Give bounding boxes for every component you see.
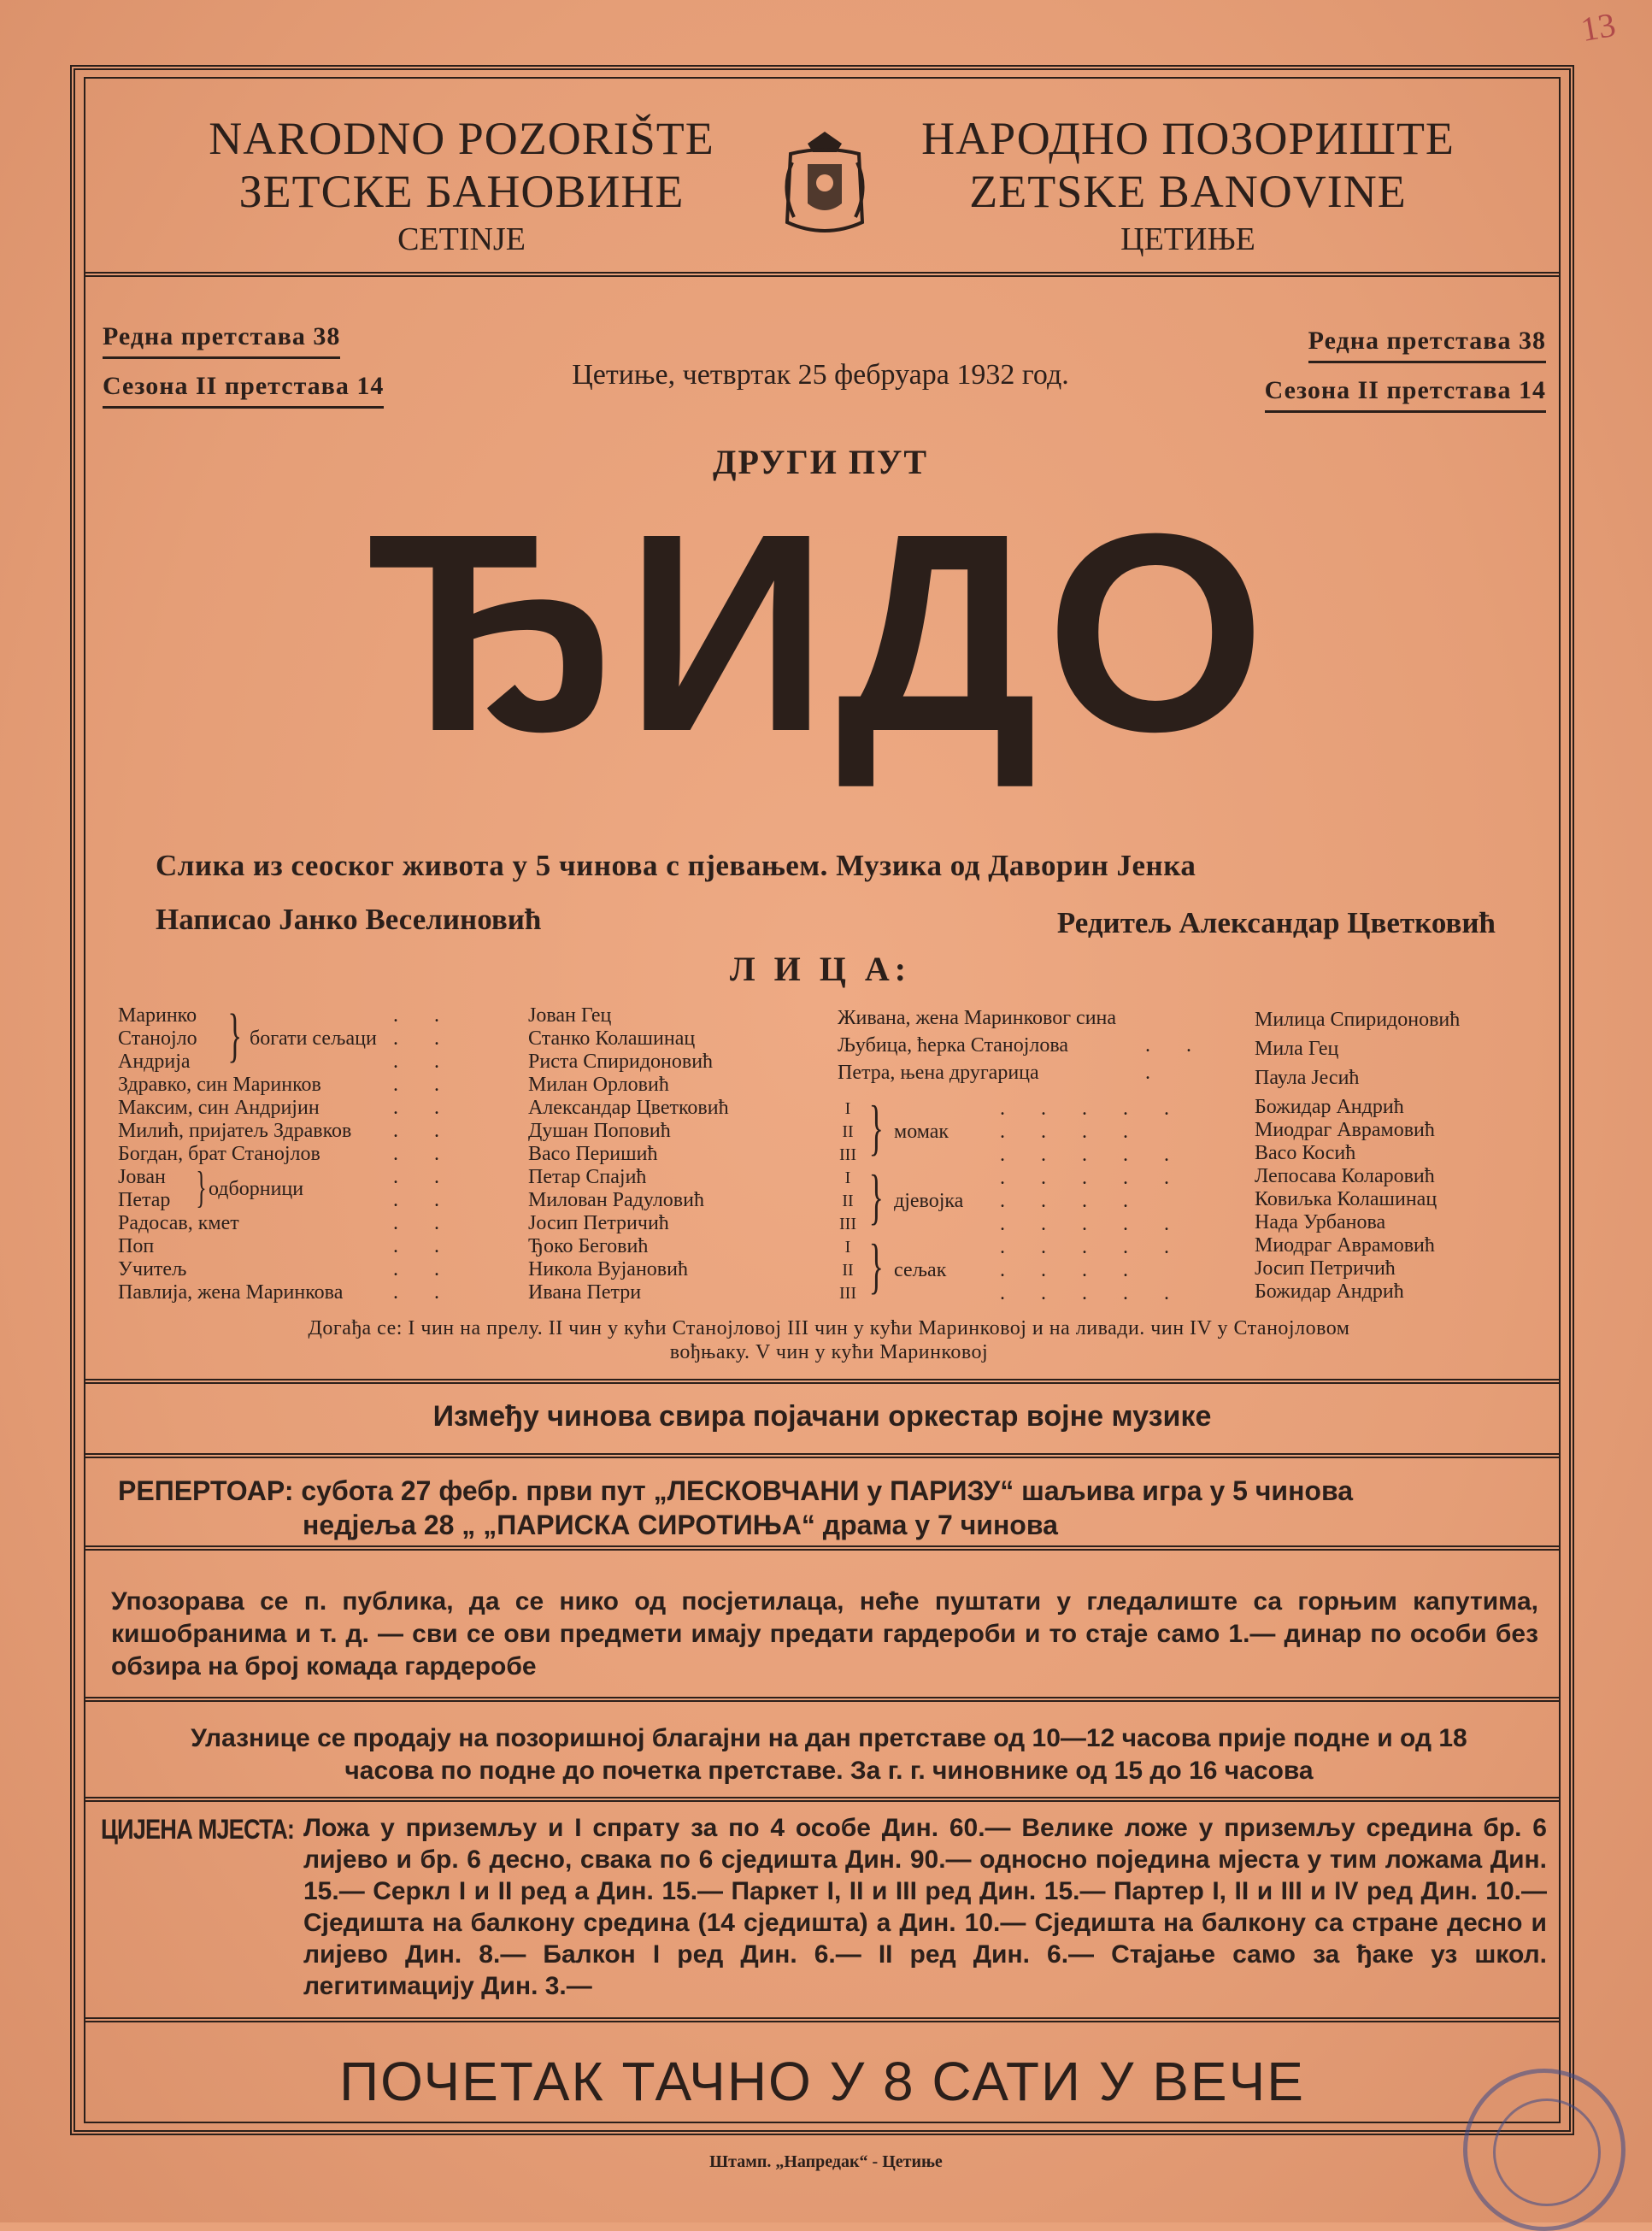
subtitle: Слика из сеоског живота у 5 чинова с пјевањем. Музика од Даворин Јенка xyxy=(156,849,1196,882)
divider-header xyxy=(84,272,1561,277)
cast-actor: Божидар Андрић xyxy=(1255,1096,1404,1118)
repertoire-line1: субота 27 фебр. први пут „ЛЕСКОВЧАНИ у ПАРИЗУ“ шаљива игра у 5 чинова xyxy=(301,1475,1353,1506)
cast-role: Живана, жена Маринковог сина xyxy=(838,1007,1117,1029)
cast-role: Учитељ xyxy=(118,1258,187,1280)
author: Написао Јанко Веселиновић xyxy=(156,903,542,936)
cast-actor: Никола Вујановић xyxy=(528,1258,688,1280)
cast-role: Милић, пријатељ Здравков xyxy=(118,1120,352,1142)
divider-prices xyxy=(84,2017,1561,2022)
cast-role: Јован xyxy=(118,1166,166,1188)
orchestra-note: Између чинова свира појачани оркестар војне музике xyxy=(432,1400,1212,1433)
header-right-line3: ЦЕТИЊЕ xyxy=(1120,221,1255,257)
start-time: ПОЧЕТАК ТАЧНО У 8 САТИ У ВЕЧЕ xyxy=(339,2051,1305,2112)
group-peasant: сељак xyxy=(894,1259,947,1281)
cast-actor: Јосип Петричић xyxy=(528,1212,669,1234)
cast-actor: Милица Спиридоновић xyxy=(1255,1009,1461,1031)
cast-actor: Милан Орловић xyxy=(528,1074,669,1096)
cast-actor: Ковиљка Колашинац xyxy=(1255,1188,1437,1210)
prices-text: Ложа у приземљу и I спрату за по 4 особе Дин. 60.— Велике ложе у приземљу средина бр. 6 лијево и бр. 6 десно, свака по 6 сједишта Дин. 90.— односно поједина мјеста у тим ложама Дин. 15.— Серкл I и II ред а Дин. 15.— Паркет I, II и III ред Дин. 15.— Партер I, II и III и IV ред Дин. 10.— Сједишта на балкону средина (14 сједишта) а Дин. 10.— Сједишта на балкону са стране десно и лијево Дин. 8.— Балкон I ред Дин. 6.— II ред Дин. 6.— Стајање само за ђаке уз школ. легитимацију Дин. 3.— xyxy=(303,1814,1547,2000)
header-left-line2: ЗЕТСКЕ БАНОВИНЕ xyxy=(238,166,685,217)
brace-girl: } xyxy=(868,1163,884,1231)
cast-actor: Ђоко Беговић xyxy=(528,1235,649,1257)
cast-role: Андрија xyxy=(118,1051,191,1073)
repertoire xyxy=(118,1474,1353,1542)
cast-actor: Петар Спајић xyxy=(528,1166,647,1188)
setting-line2: вођњаку. V чин у кући Маринковој xyxy=(669,1341,989,1363)
cast-actor: Нада Урбанова xyxy=(1255,1211,1386,1233)
header-left xyxy=(137,115,786,256)
cast-role: Станојло xyxy=(118,1027,197,1050)
header-right xyxy=(863,115,1513,256)
cast-left-dots: . . . . . . . . . . . . . . . . . . . . . . . . . . xyxy=(393,1004,444,1304)
series-right-1: Редна претстава 38 xyxy=(1308,327,1546,363)
cast-right-dots: . . . . . . . . . . . . . . . . . . . . . . . . . . . . . . . . . . . . . . . . . . xyxy=(1000,1098,1174,1304)
brace-lad: } xyxy=(868,1093,884,1162)
cast-actor: Лепосава Коларовић xyxy=(1255,1165,1435,1187)
cast-numeral: III xyxy=(839,1145,856,1164)
divider-tickets xyxy=(84,1797,1561,1802)
pretitle: ДРУГИ ПУТ xyxy=(712,443,929,481)
cast-actor: Јосип Петричић xyxy=(1255,1257,1396,1280)
cast-actor: Ивана Петри xyxy=(528,1281,642,1304)
prices-label: ЦИЈЕНА МЈЕСТА: xyxy=(101,1814,295,1845)
series-right-2: Сезона II претстава 14 xyxy=(1265,376,1546,413)
group-council: одборници xyxy=(209,1178,304,1200)
divider-repertoire xyxy=(84,1545,1561,1551)
cast-actor: Риста Спиридоновић xyxy=(528,1051,714,1073)
cast-right-top-dots: . . . xyxy=(1145,1034,1196,1084)
cast-role: Радосав, кмет xyxy=(118,1212,239,1234)
cast-role: Павлија, жена Маринкова xyxy=(118,1281,344,1304)
cast-numeral: I xyxy=(844,1168,851,1187)
ticket-info: Улазнице се продају на позоришној благајни на дан претставе од 10—12 часова прије подне и од 18 часова по подне до почетка претставе. За г. г. чиновнике од 15 до 16 часова xyxy=(191,1724,1467,1785)
cast-right-top-roles xyxy=(838,1007,1116,1089)
cast-actor: Душан Поповић xyxy=(528,1120,671,1142)
header-left-line1: NARODNO POZORIŠTE xyxy=(209,113,714,164)
coat-warning: Упозорава се п. публика, да се нико од посјетилаца, неће пуштати у гледалиште са горњим капутима, кишобранима и т. д. — сви се ови предмети имају предати гардероби и то стаје само 1.— динар по особи без обзира на број комада гардеробе xyxy=(111,1587,1538,1681)
director: Редитељ Александар Цветковић xyxy=(1056,906,1496,939)
group-lad: момак xyxy=(894,1121,949,1143)
cast-numeral: III xyxy=(839,1215,856,1233)
play-title: ЂИДО xyxy=(367,474,1274,790)
cast-role: Богдан, брат Станојлов xyxy=(118,1143,320,1165)
cast-actor: Миодраг Аврамовић xyxy=(1255,1234,1435,1257)
corner-mark: 13 xyxy=(1578,4,1619,50)
setting-line1: Догађа се: I чин на прелу. II чин у кући Станојловој III чин у кући Маринковој и на ливади. чин IV у Станојловом xyxy=(308,1317,1350,1339)
header-left-line3: CETINJE xyxy=(397,221,526,257)
cast-numeral: II xyxy=(842,1192,854,1210)
cast-role: Поп xyxy=(118,1235,155,1257)
header-right-line2: ZETSKE BANOVINE xyxy=(969,166,1407,217)
cast-actor: Васо Косић xyxy=(1255,1142,1356,1164)
cast-numeral: II xyxy=(842,1122,854,1141)
cast-role: Љубица, ћерка Станојлова xyxy=(838,1034,1069,1057)
cast-actor: Васо Перишић xyxy=(528,1143,658,1165)
cast-role: Петар xyxy=(118,1189,171,1211)
group-rich: богати сељаци xyxy=(250,1027,377,1050)
cast-right-actors xyxy=(1255,1009,1460,1304)
cast-role: Здравко, син Маринков xyxy=(118,1074,321,1096)
coat-of-arms-icon xyxy=(773,128,876,248)
cast-left-actors xyxy=(528,1004,729,1304)
cast-role: Маринко xyxy=(118,1004,197,1027)
repertoire-line2: недјеља 28 „ „ПАРИСКА СИРОТИЊА“ драма у 7 чинова xyxy=(303,1510,1058,1540)
divider-cast xyxy=(84,1379,1561,1384)
setting xyxy=(128,1316,1530,1364)
cast-actor: Јован Гец xyxy=(528,1004,612,1027)
cast-role: Максим, син Андријин xyxy=(118,1097,320,1119)
group-girl: дјевојка xyxy=(894,1190,964,1212)
cast-numeral: III xyxy=(839,1284,856,1303)
divider-warning xyxy=(84,1697,1561,1702)
header-right-line1: НАРОДНО ПОЗОРИШТЕ xyxy=(921,113,1455,164)
date-line: Цетиње, четвртак 25 фебруара 1932 год. xyxy=(572,359,1069,391)
cast-numeral: I xyxy=(844,1238,851,1257)
cast-actor: Миодраг Аврамовић xyxy=(1255,1119,1435,1141)
series-left-1: Редна претстава 38 xyxy=(103,322,340,359)
divider-orchestra xyxy=(84,1453,1561,1458)
cast-actor: Александар Цветковић xyxy=(528,1097,729,1119)
brace-rich: } xyxy=(227,1003,243,1068)
cast-actor: Мила Гец xyxy=(1255,1038,1339,1060)
brace-peasant: } xyxy=(868,1232,884,1300)
cast-heading: Л И Ц А: xyxy=(729,950,912,988)
brace-council: } xyxy=(196,1163,207,1212)
series-left-2: Сезона II претстава 14 xyxy=(103,372,384,409)
cast-actor: Станко Колашинац xyxy=(528,1027,696,1050)
cast-role: Петра, њена другарица xyxy=(838,1062,1039,1084)
printer-line: Штамп. „Напредак“ - Цетиње xyxy=(709,2152,943,2171)
repertoire-label: РЕПЕРТОАР: xyxy=(118,1475,294,1506)
cast-numeral: I xyxy=(844,1099,851,1118)
cast-right-numerals xyxy=(838,1098,858,1305)
cast-actor: Божидар Андрић xyxy=(1255,1280,1404,1303)
library-stamp-icon xyxy=(1463,2069,1626,2231)
cast-numeral: II xyxy=(842,1261,854,1280)
cast-actor: Паула Јесић xyxy=(1255,1067,1360,1089)
cast-actor: Милован Радуловић xyxy=(528,1189,704,1211)
